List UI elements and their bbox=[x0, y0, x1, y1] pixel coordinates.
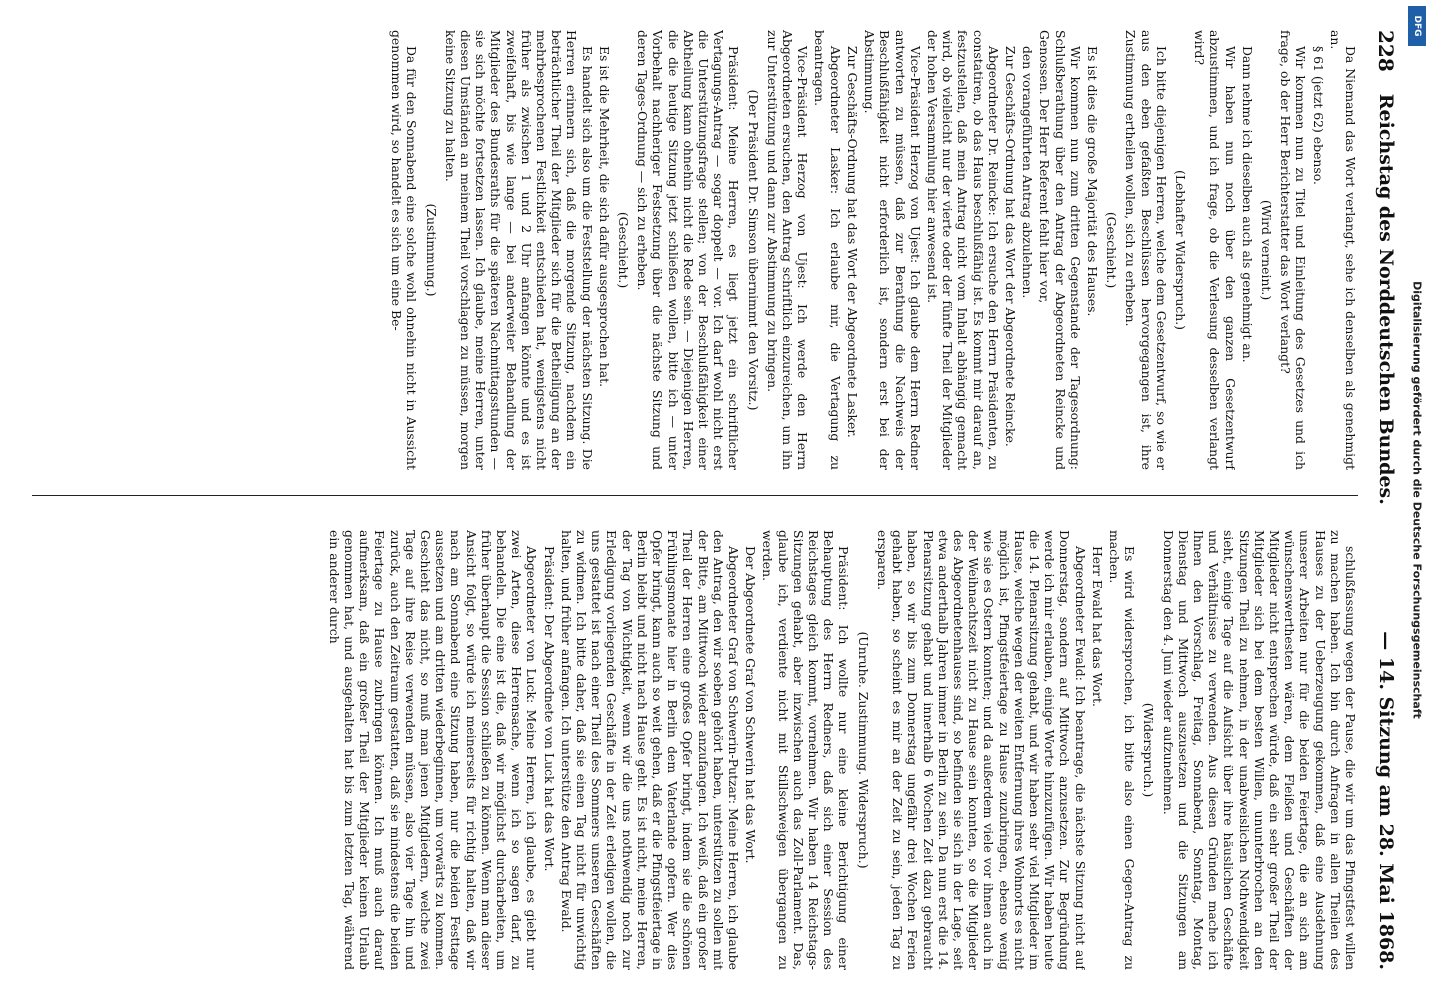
paragraph: Ich bitte diejenigen Herren, welche dem Gesetzentwurf, so wie er aus den eben gefaßten Beschlüssen hervorgegangen ist, ihre Zustimmung ertheilen wollen, sich zu erheben. bbox=[1123, 30, 1169, 470]
running-header bbox=[1366, 30, 1406, 970]
paragraph: (Geschieht.) bbox=[616, 211, 632, 289]
paragraph: Da für den Sonnabend eine solche wohl ohnehin nicht in Aussicht genommen wird, so handelt es sich um eine Be- bbox=[389, 30, 420, 470]
paragraph: Zur Geschäfts-Ordnung hat das Wort der Abgeordnete Lasker. bbox=[844, 46, 860, 438]
digitization-credit bbox=[1406, 0, 1428, 1000]
paragraph: Da Niemand das Wort verlangt, sehe ich denselben als genehmigt an. bbox=[1327, 30, 1358, 470]
paragraph: Abgeordneter Graf von Schwerin-Putzar: Meine Herren, ich glaube den Antrag, den wir soeben gehört haben, unterstützen zu sollen mit der Bitte, am Mittwoch wieder anzufangen. Ich weiß, daß ein großer Theil der Herren eine großes Opfer bringt, indem sie die schönen Frühlingsmonate hier in Berlin dem Vaterlande opfern. Wer dies Opfer bringt, kann auch so weit gehen, daß er die Pfingstfeiertage in Berlin bleibt und nicht nach Hause geht. Es ist nicht, meine Herren, der Tag von Wichtigkeit, wenn wir die uns nothwendig noch zur Erledigung vorliegenden Geschäfte in der Zeit erledigen wollen, die uns gestattet ist nach einer Theil des Sommers unseren Geschäften zu widmen. Ich bitte daher, daß sie einen Tag nicht für unwichtig halten, und früher anfangen. Ich unterstütze den Antrag Ewald. bbox=[558, 530, 742, 970]
paragraph: Abgeordneter Dr. Reincke: Ich ersuche den Herrn Präsidenten, zu constatiren, ob das Haus beschlußfähig ist. Es kommt mir darauf an, festzustellen, daß mein Antrag nicht vom Inhalt abhängig gemacht wird, ob vielleicht nur der vierte oder der fünfte Theil der Mitglieder der hohen Versammlung hier anwesend ist. bbox=[924, 30, 1001, 470]
left-text-column bbox=[32, 30, 1358, 470]
paragraph: Abgeordneter von Luck: Meine Herren, ich glaube, es giebt nur zwei Arten, diese Herrensache, wenn ich so sagen darf, zu behandeln. Die eine ist die, daß wir möglichst durcharbeiten, um früher überhaupt die Session schließen zu können. Wenn man dieser Ansicht folgt, so würde ich meinerseits für richtig halten, daß wir nach am Sonnabend eine Sitzung haben, nur die beiden Festtage aussetzen und am dritten wiederbeginnen, um vorwärts zu kommen. Geschieht das nicht, so muß man jenen Mitgliedern, welche zwei Tage auf ihre Reise verwenden müssen, also vier Tage hin und zurück, auch den Zeitraum gestatten, daß sie mindestens die beiden Feiertage zu Hause zubringen können. Ich muß auch darauf aufmerksam, daß ein großer Theil der Mitglieder keinen Urlaub genommen hat, und ausgehalten hat bis zum letzten Tag, während ein anderer durch bbox=[326, 530, 540, 970]
paragraph: den vorangeführten Antrag abzulehnen. bbox=[1020, 46, 1036, 299]
paragraph: (Widerspruch.) bbox=[1141, 702, 1157, 798]
paragraph: Wir kommen nun zum dritten Gegenstande der Tagesordnung: Schlußberathung über den Antrag der Abgeordneten Reincke und Genossen. Der Herr Referent fehlt hier vor, bbox=[1037, 30, 1083, 470]
paragraph: Vice-Präsident Herzog von Ujest: Ich werde den Herrn Abgeordneten ersuchen, den Antrag schriftlich einzureichen, um ihn zur Unterstützung und dann zur Abstimmung zu bringen. bbox=[764, 30, 811, 470]
paragraph: Vice-Präsident Herzog von Ujest: Ich glaube dem Herrn Redner antworten zu müssen, daß zur Berathung die Nachweis der Beschlußfähigkeit nicht erforderlich ist, sondern erst bei der Abstimmung. bbox=[862, 30, 923, 470]
paragraph: Wir kommen nun zu Titel und Einleitung des Gesetzes und ich frage, ob der Herr Berichterstatter das Wort verlangt? bbox=[1278, 30, 1309, 470]
credit-text: Digitalisierung gefördert durch die Deutsche Forschungsgemeinschaft bbox=[1410, 281, 1424, 719]
paragraph: Präsident: Der Abgeordnete von Luck hat das Wort. bbox=[541, 546, 557, 872]
paragraph: Präsident: Meine Herren, es liegt jetzt ein schriftlicher Vertagungs-Antrag — sogar doppelt — vor. Ich darf wohl nicht erst die Unterstützungsfrage stellen; von der Beschlußfähigkeit einer Abtheilung kann ohnehin nicht die Rede sein. — Diejenigen Herren, die die heutige Sitzung jetzt schließen wollen, bitte ich — unter Vorbehalt nachheriger Festsetzung über die nächste Sitzung und deren Tages-Ordnung — sich zu erheben. bbox=[635, 30, 742, 470]
paragraph: Es ist dies die große Majorität des Hauses. bbox=[1084, 46, 1100, 317]
right-text-column bbox=[32, 530, 1358, 970]
paragraph: Abgeordneter Ewald: Ich beantrage, die nächste Sitzung nicht auf Donnerstag, sondern auf Mittwoch anzusetzen. Zur Begründung werde ich mir erlauben, einige Worte hinzuzufügen. Wir haben heute die 14. Plenarsitzung gehabt, und wir haben sehr viel Mitglieder im Hause, welche wegen der weiten Entfernung ihres Wohnorts es nicht möglich ist, Pfingstfeiertage zu Hause zuzubringen, ebenso wenig wie sie es Ostern konnten; und da außerdem viele vor ihnen auch in der Weihnachtszeit nicht zu Hause sein konnten, so die Mitglieder des Abgeordnetenhauses sind, so befinden sie sich in der Lage, seit etwa anderthalb Jahren immer in Berlin zu sein. Da nun erst die 14. Plenarsitzung gehabt und innerhalb 6 Wochen Zeit dazu gebraucht haben, so wir bis zum Donnerstag ungefähr drei Wochen Ferien gehabt haben, so scheint es mir an der Zeit zu sein, jeden Tag zu ersparen. bbox=[874, 530, 1088, 970]
header-title-left: Reichstag des Norddeutschen Bundes. bbox=[1375, 93, 1397, 505]
paragraph: Wir haben nun noch über den ganzen Gesetzentwurf abzustimmen, und ich frage, ob die Verlesung desselben verlangt wird? bbox=[1192, 30, 1238, 470]
paragraph: Herr Ewald hat das Wort. bbox=[1089, 546, 1105, 707]
paragraph: Präsident: Ich wollte nur eine kleine Berichtigung einer Behauptung des Herrn Redners, daß sich einer Session des Reichstages gleich kommt, vornehmen. Wir haben 14 Reichstags-Sitzungen gehabt, aber inzwischen auch das Zoll-Parlament. Das, glaube ich, verdiente nicht mit Stillschweigen übergangen zu werden. bbox=[760, 530, 852, 970]
column-divider bbox=[32, 495, 1358, 496]
paragraph: Zur Geschäfts-Ordnung hat das Wort der Abgeordnete Reincke. bbox=[1002, 46, 1018, 447]
paragraph: (Wird verneint.) bbox=[1258, 199, 1274, 301]
page-number: 228 bbox=[1374, 30, 1398, 72]
paragraph: schlußfassung wegen der Pause, die wir um das Pfingstfest willen zu machen haben. Ich bin durch Anfragen in allen Theilen des Hauses zu der Ueberzeugung gekommen, daß eine Ausdehnung unserer Arbeiten nur für die beiden Feiertage, die an sich am wünschenswerthesten wären, dem Fleißen und Geschäften der Mitglieder nicht entsprechen würde, daß ein sehr großer Theil der Mitglieder sich bei dem besten Willen, ununterbrochen an den Sitzungen Theil zu nehmen, in der unabweislichen Nothwendigkeit sieht, einige Tage auf die Aufsicht über ihre häuslichen Geschäfte und Verhältnisse zu verwenden. Aus diesen Gründen mache ich Ihnen den Vorschlag, Freitag, Sonnabend, Sonntag, Montag, Dienstag und Mittwoch auszusetzen und die Sitzungen am Donnerstag den 4. Juni wieder aufzunehmen. bbox=[1160, 530, 1358, 970]
paragraph: Der Abgeordnete Graf von Schwerin hat das Wort. bbox=[743, 546, 759, 864]
paragraph: § 61 (jetzt 62) ebenso. bbox=[1310, 46, 1326, 185]
paragraph: (Der Präsident Dr. Simson übernimmt den Vorsitz.) bbox=[745, 89, 761, 411]
paragraph: (Unruhe. Zustimmung. Widerspruch.) bbox=[855, 631, 871, 869]
paragraph: (Geschieht.) bbox=[1104, 211, 1120, 289]
paragraph: Es handelt sich also um die Feststellung der nächsten Sitzung. Die Herren erinnern sich, daß die morgende Sitzung, nachdem ein beträchtlicher Theil der Mitglieder sich für die Betheiligung an der mehrbesprochenen Festlichkeit entschieden hat, wenigstens nicht früher als zwischen 1 und 2 Uhr anfangen könnte und es ist zweifelhaft, bis wie lange — bei anderweiter Behandlung der Mitglieder des Bundesraths für die späteren Nachmittagsstunden — sie sich möchte fortsetzen lassen. Ich glaube, meine Herren, unter diesen Umständen an meinem Theil vorschlagen zu müssen, morgen keine Sitzung zu halten. bbox=[442, 30, 595, 470]
dfg-logo bbox=[1408, 6, 1426, 46]
paragraph: Es ist die Mehrheit, die sich dafür ausgesprochen hat. bbox=[596, 46, 612, 388]
paragraph: Abgeordneter Lasker: Ich erlaube mir, die Vertagung zu beantragen. bbox=[812, 30, 843, 470]
rotated-page-content bbox=[26, 30, 1406, 970]
paragraph: Dann nehme ich dieselben auch als genehmigt an. bbox=[1239, 46, 1255, 363]
logo-text: DFG bbox=[1412, 15, 1422, 37]
header-title-right: — 14. Sitzung am 28. Mai 1868. bbox=[1375, 631, 1397, 970]
paragraph: Es wird widersprochen, ich bitte also einen Gegen-Antrag zu machen. bbox=[1106, 530, 1138, 970]
paragraph: (Zustimmung.) bbox=[423, 203, 439, 297]
paragraph: (Lebhafter Widerspruch.) bbox=[1172, 169, 1188, 330]
